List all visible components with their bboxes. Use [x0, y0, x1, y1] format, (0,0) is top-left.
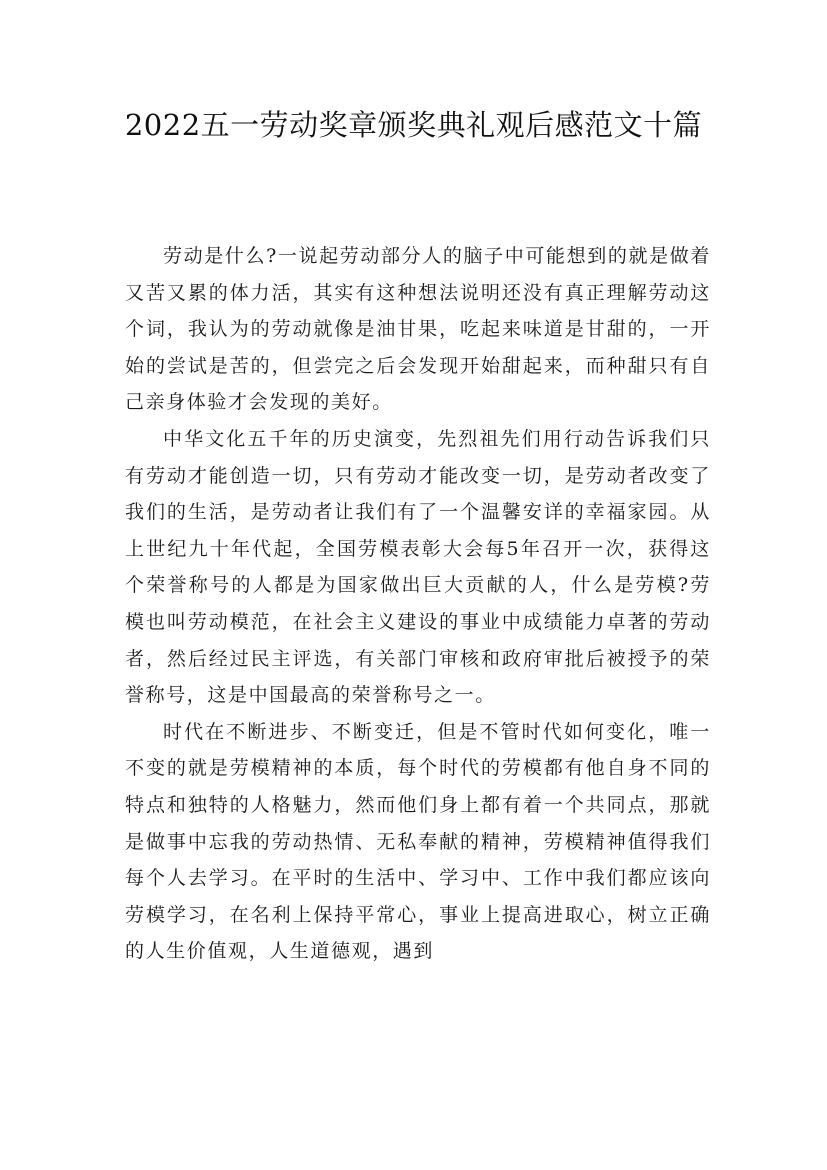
- document-title: 2022五一劳动奖章颁奖典礼观后感范文十篇: [124, 108, 703, 142]
- paragraph: 时代在不断进步、不断变迁，但是不管时代如何变化，唯一不变的就是劳模精神的本质，每个时代的劳模都有他自身不同的特点和独特的人格魅力，然而他们身上都有着一个共同点，那就是做事中忘我的劳动热情、无私奉献的精神，劳模精神值得我们每个人去学习。在平时的生活中、学习中、工作中我们都应该向劳模学习，在名利上保持平常心，事业上提高进取心，树立正确的人生价值观，人生道德观，遇到: [125, 720, 711, 963]
- paragraph: 中华文化五千年的历史演变，先烈祖先们用行动告诉我们只有劳动才能创造一切，只有劳动才能改变一切，是劳动者改变了我们的生活，是劳动者让我们有了一个温馨安详的幸福家园。从上世纪九十年代起，全国劳模表彰大会每5年召开一次，获得这个荣誉称号的人都是为国家做出巨大贡献的人，什么是劳模?劳模也叫劳动模范，在社会主义建设的事业中成绩能力卓著的劳动者，然后经过民主评选，有关部门审核和政府审批后被授予的荣誉称号，这是中国最高的荣誉称号之一。: [125, 427, 711, 707]
- document-body: [125, 238, 711, 970]
- paragraph: 劳动是什么?一说起劳动部分人的脑子中可能想到的就是做着又苦又累的体力活，其实有这种想法说明还没有真正理解劳动这个词，我认为的劳动就像是油甘果，吃起来味道是甘甜的，一开始的尝试是苦的，但尝完之后会发现开始甜起来，而种甜只有自己亲身体验才会发现的美好。: [125, 245, 711, 414]
